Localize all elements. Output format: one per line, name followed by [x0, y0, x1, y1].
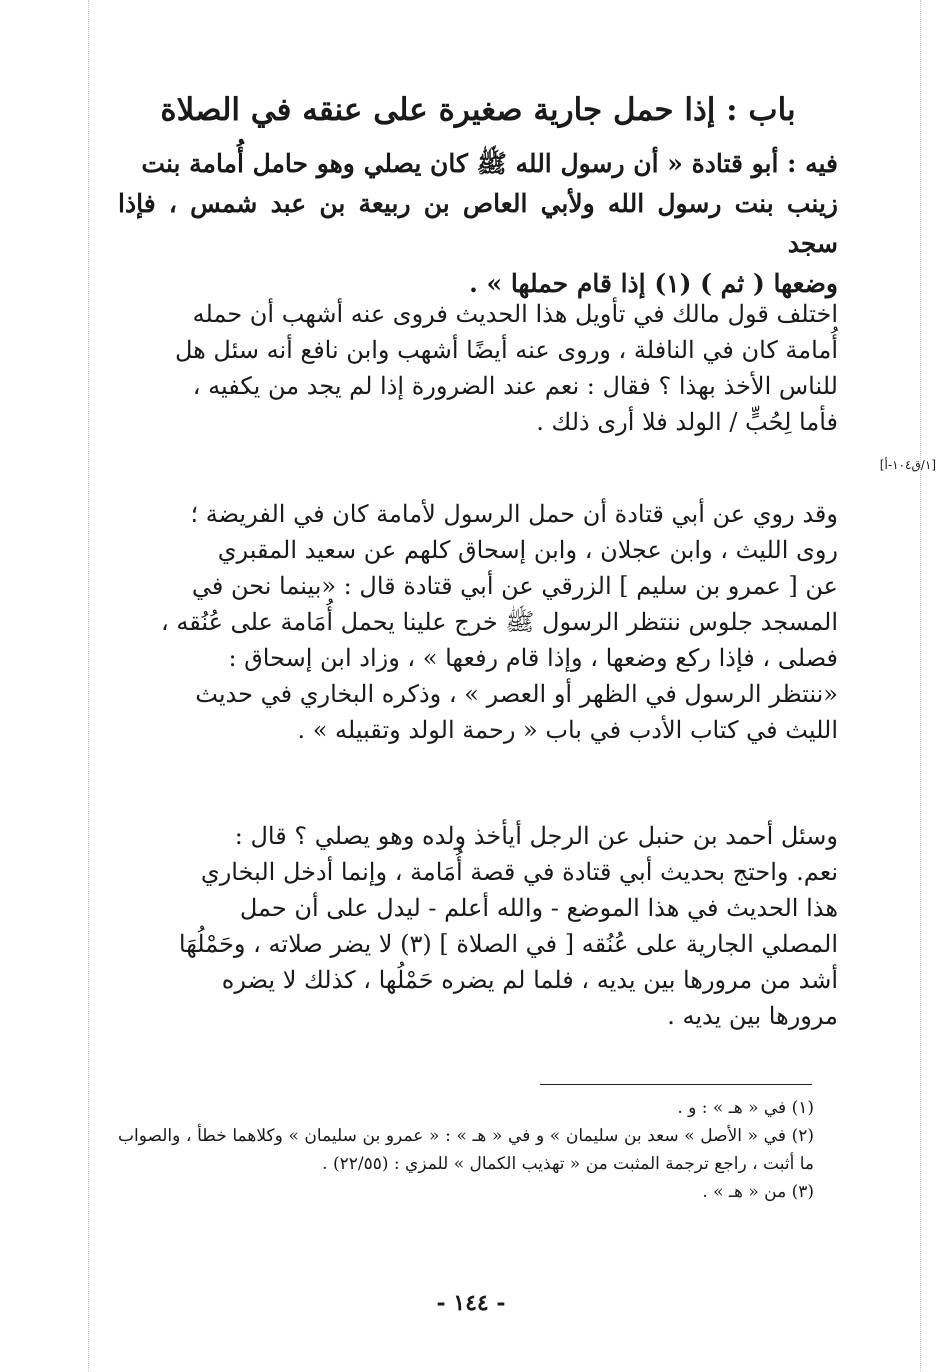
- text-line: وقد روي عن أبي قتادة أن حمل الرسول لأمامة كان في الفريضة ؛: [190, 500, 838, 528]
- hadith-line: فيه : أبو قتادة « أن رسول الله ﷺ كان يصلي وهو حامل أُمامة بنت: [141, 149, 838, 178]
- manuscript-margin-note: [١/ق١٠٤-أ]: [879, 458, 936, 472]
- text-line: أشد من مرورها بين يديه ، فلما لم يضره حَمْلُها ، كذلك لا يضره: [221, 966, 838, 994]
- text-line: نعم. واحتج بحديث أبي قتادة في قصة أُمَامة ، وإنما أدخل البخاري: [200, 858, 838, 886]
- paragraph-1: [118, 296, 838, 440]
- footnote-1: (١) في « هـ » : و .: [677, 1098, 814, 1118]
- footnote-3: (٣) من « هـ » .: [702, 1182, 814, 1202]
- text-line: المصلي الجارية على عُنُقه [ في الصلاة ] (٣) لا يضر صلاته ، وحَمْلُهَا: [178, 930, 838, 958]
- text-line: الليث في كتاب الأدب في باب « رحمة الولد وتقبيله » .: [297, 716, 838, 744]
- chapter-title: باب : إذا حمل جارية صغيرة على عنقه في الصلاة: [160, 92, 796, 128]
- page-number: - ١٤٤ -: [436, 1290, 506, 1316]
- hadith-text: [118, 144, 838, 304]
- text-line: هذا الحديث في هذا الموضع - والله أعلم - ليدل على أن حمل: [239, 894, 838, 922]
- footnote-divider: [540, 1084, 812, 1085]
- hadith-line: وضعها ( ثم ) (١) إذا قام حملها » .: [469, 269, 838, 298]
- text-line: أُمامة كان في النافلة ، وروى عنه أيضًا أشهب وابن نافع أنه سئل هل: [174, 336, 838, 364]
- scan-edge-left: [88, 0, 89, 1372]
- paragraph-2: [118, 496, 838, 748]
- text-line: للناس الأخذ بهذا ؟ فقال : نعم عند الضرورة إذا لم يجد من يكفيه ،: [192, 372, 838, 400]
- text-line: المسجد جلوس ننتظر الرسول ﷺ خرج علينا يحمل أُمَامة على عُنُقه ،: [160, 608, 838, 636]
- paragraph-3: [118, 818, 838, 1034]
- scan-edge-right: [920, 0, 921, 1372]
- footnotes: [118, 1094, 814, 1206]
- text-line: اختلف قول مالك في تأويل هذا الحديث فروى عنه أشهب أن حمله: [192, 300, 838, 328]
- text-line: مرورها بين يديه .: [667, 1002, 838, 1030]
- text-line: وسئل أحمد بن حنبل عن الرجل أيأخذ ولده وهو يصلي ؟ قال :: [234, 822, 838, 850]
- text-line: عن [ عمرو بن سليم ] الزرقي عن أبي قتادة قال : «بينما نحن في: [191, 572, 838, 600]
- hadith-line: زينب بنت رسول الله ولأبي العاص بن ربيعة بن عبد شمس ، فإذا سجد: [118, 189, 838, 258]
- text-line: فصلى ، فإذا ركع وضعها ، وإذا قام رفعها » ، وزاد ابن إسحاق :: [228, 644, 838, 672]
- text-line: روى الليث ، وابن عجلان ، وابن إسحاق كلهم عن سعيد المقبري: [217, 536, 838, 564]
- text-line: «ننتظر الرسول في الظهر أو العصر » ، وذكره البخاري في حديث: [195, 680, 838, 708]
- text-line: فأما لِحُبٍّ / الولد فلا أرى ذلك .: [536, 408, 838, 436]
- footnote-2: (٢) في « الأصل » سعد بن سليمان » و في « هـ » : « عمرو بن سليمان » وكلاهما خطأ ، والصواب ما أثبت ، راجع ترجمة المثبت من « تهذيب الكمال » للمزي : (٢٢/٥٥) .: [118, 1126, 814, 1174]
